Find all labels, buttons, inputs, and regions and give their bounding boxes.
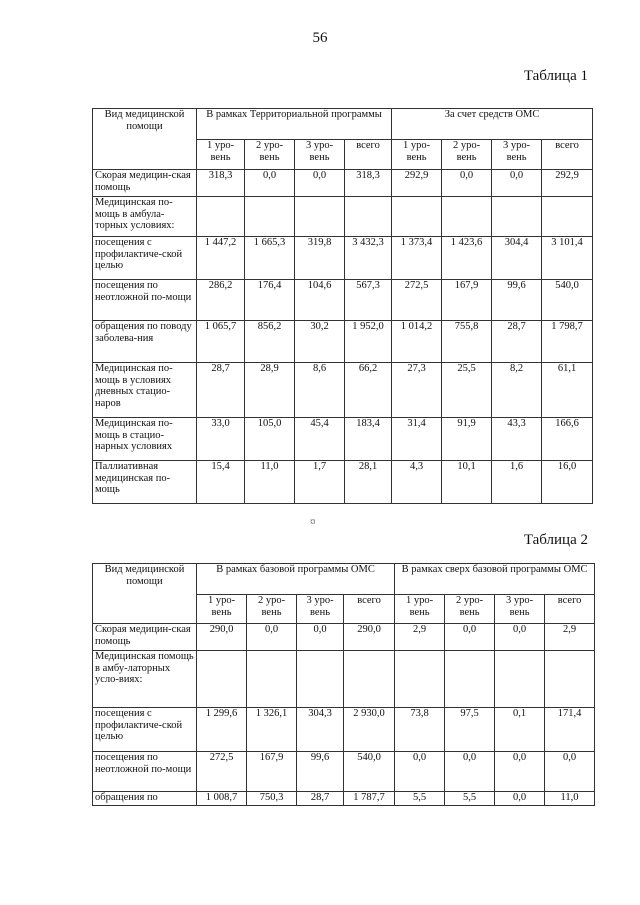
cell: 1 373,4: [392, 237, 442, 280]
cell: 0,0: [492, 170, 542, 197]
cell: 73,8: [395, 708, 445, 752]
cell: 318,3: [345, 170, 392, 197]
cell: 292,9: [392, 170, 442, 197]
table2-group-1: В рамках базовой программы ОМС: [197, 564, 395, 595]
cell: [197, 651, 247, 708]
row-name: обращения по поводу заболева-ния: [93, 321, 197, 363]
cell: 304,3: [297, 708, 344, 752]
cell: 0,1: [495, 708, 545, 752]
cell: 31,4: [392, 418, 442, 461]
table1-group-1: В рамках Территориальной программы: [197, 109, 392, 140]
cell: 45,4: [295, 418, 345, 461]
table2-level-header: всего: [545, 595, 595, 624]
cell: 8,6: [295, 363, 345, 418]
cell: 15,4: [197, 461, 245, 504]
cell: 0,0: [495, 752, 545, 792]
cell: 43,3: [492, 418, 542, 461]
cell: 30,2: [295, 321, 345, 363]
cell: 4,3: [392, 461, 442, 504]
cell: 0,0: [445, 752, 495, 792]
cell: 0,0: [247, 624, 297, 651]
cell: 1 952,0: [345, 321, 392, 363]
table2-level-header: 1 уро-вень: [395, 595, 445, 624]
cell: 540,0: [344, 752, 395, 792]
row-name: Скорая медицин-ская помощь: [93, 624, 197, 651]
cell: [197, 197, 245, 237]
cell: [495, 651, 545, 708]
cell: [344, 651, 395, 708]
row-name: обращения по: [93, 792, 197, 806]
cell: 540,0: [542, 280, 593, 321]
cell: 8,2: [492, 363, 542, 418]
cell: 167,9: [247, 752, 297, 792]
cell: 1 447,2: [197, 237, 245, 280]
cell: 0,0: [295, 170, 345, 197]
cell: 1,7: [295, 461, 345, 504]
cell: 2,9: [545, 624, 595, 651]
table1-level-header: 3 уро-вень: [492, 140, 542, 170]
table1-level-header: всего: [345, 140, 392, 170]
cell: 0,0: [245, 170, 295, 197]
cell: 3 101,4: [542, 237, 593, 280]
cell: 1 665,3: [245, 237, 295, 280]
cell: [492, 197, 542, 237]
cell: 27,3: [392, 363, 442, 418]
table2-level-header: всего: [344, 595, 395, 624]
cell: 0,0: [442, 170, 492, 197]
cell: 755,8: [442, 321, 492, 363]
cell: 1,6: [492, 461, 542, 504]
table-row: [93, 792, 595, 806]
table2-col-name: Вид медицинской помощи: [93, 564, 197, 624]
cell: 28,9: [245, 363, 295, 418]
cell: [445, 651, 495, 708]
cell: 0,0: [495, 624, 545, 651]
row-name: Медицинская по-мощь в условиях дневных стацио-наров: [93, 363, 197, 418]
cell: 290,0: [197, 624, 247, 651]
table2-level-header: 2 уро-вень: [445, 595, 495, 624]
cell: [542, 197, 593, 237]
table1-col-name: Вид медицинской помощи: [93, 109, 197, 170]
table1-level-header: 2 уро-вень: [442, 140, 492, 170]
table-1: [92, 108, 593, 504]
cell: 11,0: [245, 461, 295, 504]
cell: 1 065,7: [197, 321, 245, 363]
row-name: Медицинская помощь в амбу-латорных усло-виях:: [93, 651, 197, 708]
cell: 176,4: [245, 280, 295, 321]
table2-level-header: 3 уро-вень: [297, 595, 344, 624]
table-row: [93, 321, 593, 363]
cell: 0,0: [297, 624, 344, 651]
table2-level-header: 3 уро-вень: [495, 595, 545, 624]
cell: 318,3: [197, 170, 245, 197]
page-number: 56: [312, 30, 328, 46]
row-name: посещения с профилактиче-ской целью: [93, 237, 197, 280]
cell: 1 798,7: [542, 321, 593, 363]
row-name: посещения с профилактиче-ской целью: [93, 708, 197, 752]
cell: 91,9: [442, 418, 492, 461]
cell: 11,0: [545, 792, 595, 806]
cell: 16,0: [542, 461, 593, 504]
table1-caption: Таблица 1: [523, 68, 588, 84]
cell: 272,5: [392, 280, 442, 321]
table-row: [93, 197, 593, 237]
cell: 171,4: [545, 708, 595, 752]
table-row: [93, 624, 595, 651]
cell: 290,0: [344, 624, 395, 651]
table2-group-2: В рамках сверх базовой программы ОМС: [395, 564, 595, 595]
cell: 286,2: [197, 280, 245, 321]
table-row: [93, 418, 593, 461]
table-row: [93, 170, 593, 197]
row-name: посещения по неотложной по-мощи: [93, 280, 197, 321]
cell: [442, 197, 492, 237]
cell: 61,1: [542, 363, 593, 418]
cell: 304,4: [492, 237, 542, 280]
cell: 567,3: [345, 280, 392, 321]
row-name: Медицинская по-мощь в стацио-нарных условиях: [93, 418, 197, 461]
table1-group-2: За счет средств ОМС: [392, 109, 593, 140]
table2-level-header: 2 уро-вень: [247, 595, 297, 624]
cell: [245, 197, 295, 237]
cell: [247, 651, 297, 708]
table2-level-header: 1 уро-вень: [197, 595, 247, 624]
cell: 33,0: [197, 418, 245, 461]
table-row: [93, 752, 595, 792]
table2-caption: Таблица 2: [523, 532, 588, 548]
table-row: [93, 280, 593, 321]
cell: 2,9: [395, 624, 445, 651]
table-row: [93, 237, 593, 280]
cell: 1 423,6: [442, 237, 492, 280]
cell: [295, 197, 345, 237]
row-name: посещения по неотложной по-мощи: [93, 752, 197, 792]
table-2: [92, 563, 595, 806]
table1-level-header: 1 уро-вень: [392, 140, 442, 170]
cell: 28,7: [197, 363, 245, 418]
cell: [345, 197, 392, 237]
cell: 97,5: [445, 708, 495, 752]
cell: 5,5: [395, 792, 445, 806]
table1-level-header: всего: [542, 140, 593, 170]
cell: 750,3: [247, 792, 297, 806]
cell: 1 014,2: [392, 321, 442, 363]
cell: 99,6: [297, 752, 344, 792]
cell: 66,2: [345, 363, 392, 418]
table-row: [93, 461, 593, 504]
cell: 28,1: [345, 461, 392, 504]
cell: 0,0: [445, 624, 495, 651]
cell: 183,4: [345, 418, 392, 461]
row-name: Паллиативная медицинская по-мощь: [93, 461, 197, 504]
cell: [392, 197, 442, 237]
table1-level-header: 3 уро-вень: [295, 140, 345, 170]
cell: 0,0: [395, 752, 445, 792]
cell: 1 326,1: [247, 708, 297, 752]
cell: [395, 651, 445, 708]
cell: 28,7: [492, 321, 542, 363]
cell: 166,6: [542, 418, 593, 461]
cell: 292,9: [542, 170, 593, 197]
cell: 2 930,0: [344, 708, 395, 752]
table-row: [93, 363, 593, 418]
stray-mark: ¤: [310, 516, 316, 528]
cell: 167,9: [442, 280, 492, 321]
table1-level-header: 1 уро-вень: [197, 140, 245, 170]
cell: 856,2: [245, 321, 295, 363]
cell: 10,1: [442, 461, 492, 504]
cell: 28,7: [297, 792, 344, 806]
cell: 0,0: [545, 752, 595, 792]
cell: 272,5: [197, 752, 247, 792]
cell: 1 787,7: [344, 792, 395, 806]
cell: 5,5: [445, 792, 495, 806]
row-name: Скорая медицин-ская помощь: [93, 170, 197, 197]
cell: 1 299,6: [197, 708, 247, 752]
cell: 319,8: [295, 237, 345, 280]
table1-level-header: 2 уро-вень: [245, 140, 295, 170]
table-row: [93, 708, 595, 752]
cell: 105,0: [245, 418, 295, 461]
row-name: Медицинская по-мощь в амбула-торных условиях:: [93, 197, 197, 237]
cell: 0,0: [495, 792, 545, 806]
cell: 1 008,7: [197, 792, 247, 806]
cell: 25,5: [442, 363, 492, 418]
cell: 104,6: [295, 280, 345, 321]
cell: 3 432,3: [345, 237, 392, 280]
table-row: [93, 651, 595, 708]
cell: [297, 651, 344, 708]
cell: [545, 651, 595, 708]
cell: 99,6: [492, 280, 542, 321]
